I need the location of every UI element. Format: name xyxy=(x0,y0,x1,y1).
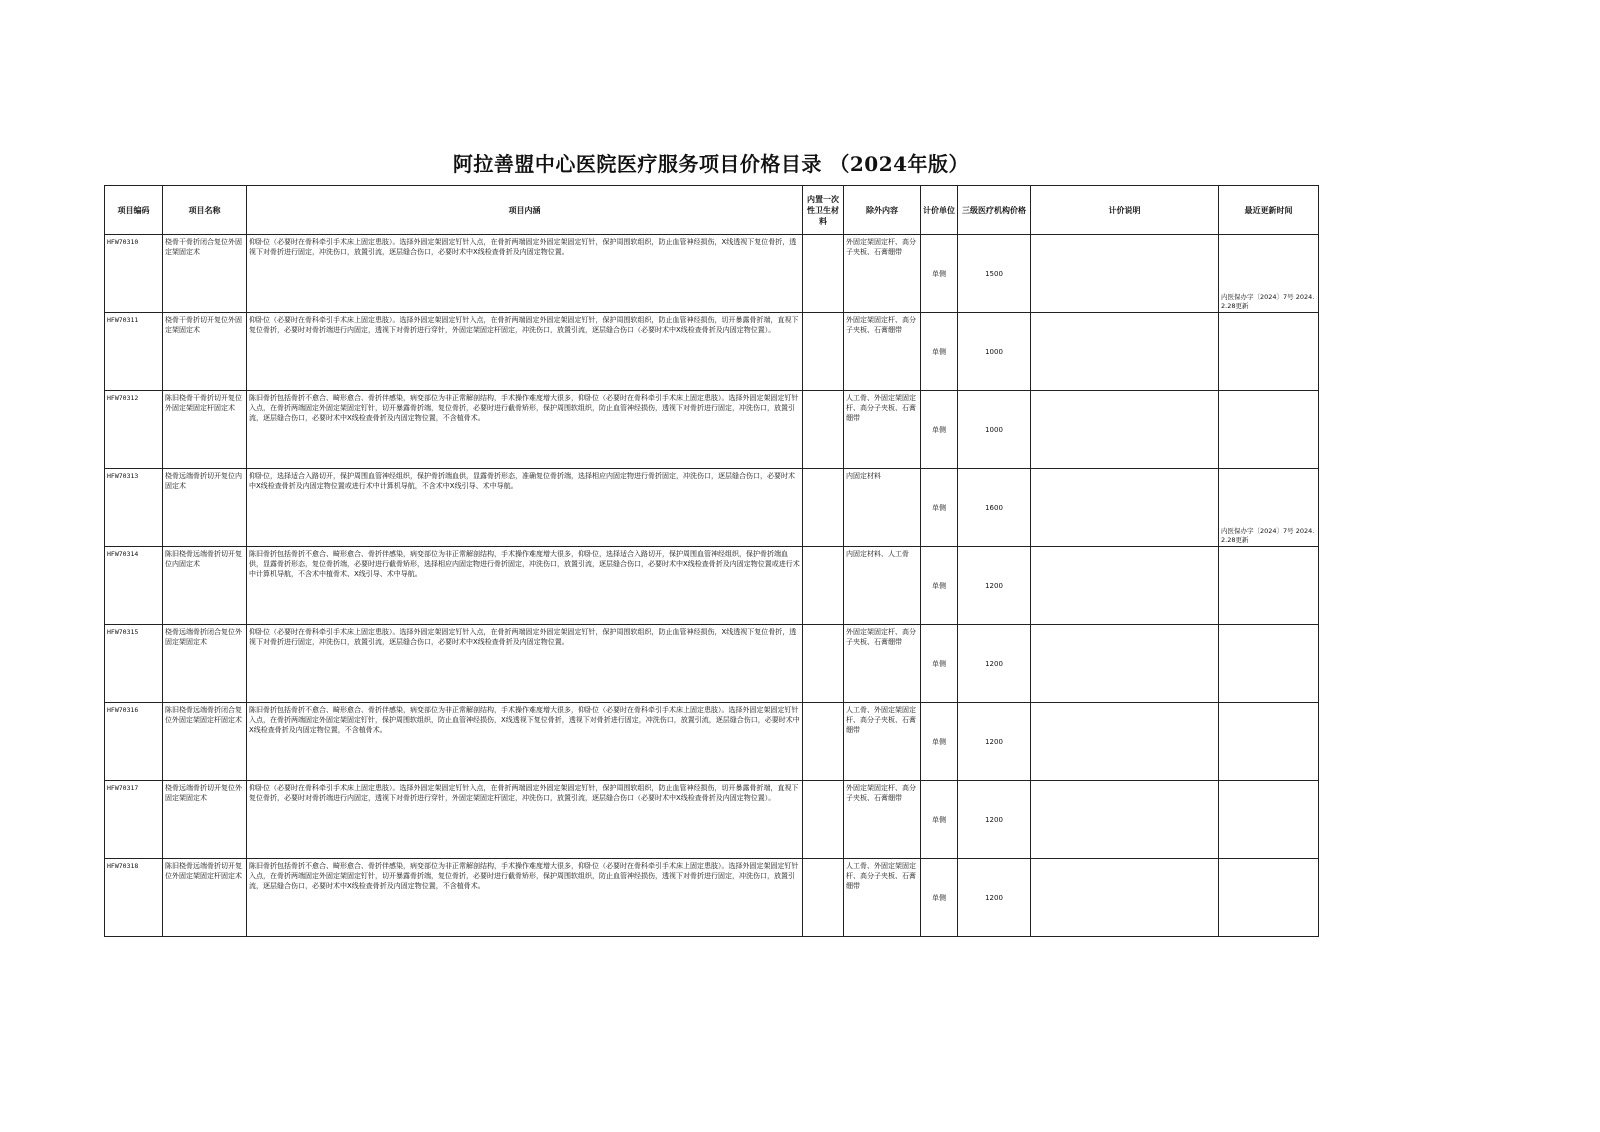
cell-unit: 单侧 xyxy=(921,391,958,469)
cell-notes xyxy=(1031,313,1219,391)
cell-unit: 单侧 xyxy=(921,547,958,625)
cell-code: HFW70315 xyxy=(105,625,163,703)
header-excluded: 除外内容 xyxy=(844,186,921,235)
cell-unit: 单侧 xyxy=(921,781,958,859)
cell-updated xyxy=(1219,859,1319,937)
header-unit: 计价单位 xyxy=(921,186,958,235)
cell-price: 1200 xyxy=(958,781,1031,859)
cell-price: 1600 xyxy=(958,469,1031,547)
table-row xyxy=(105,781,1319,859)
cell-consumables xyxy=(803,313,844,391)
cell-notes xyxy=(1031,547,1219,625)
cell-excluded: 人工骨、外固定架固定杆、高分子夹板、石膏绷带 xyxy=(844,859,921,937)
cell-unit: 单侧 xyxy=(921,859,958,937)
cell-excluded: 人工骨、外固定架固定杆、高分子夹板、石膏绷带 xyxy=(844,703,921,781)
table-body xyxy=(105,235,1319,937)
page-title: 阿拉善盟中心医院医疗服务项目价格目录 （2024年版） xyxy=(452,152,970,176)
cell-notes xyxy=(1031,235,1219,313)
cell-excluded: 内固定材料 xyxy=(844,469,921,547)
cell-name: 桡骨干骨折切开复位外固定架固定术 xyxy=(163,313,247,391)
cell-price: 1000 xyxy=(958,313,1031,391)
header-consumables: 内置一次性卫生材料 xyxy=(803,186,844,235)
table-row xyxy=(105,313,1319,391)
cell-notes xyxy=(1031,781,1219,859)
cell-updated xyxy=(1219,547,1319,625)
cell-price: 1500 xyxy=(958,235,1031,313)
cell-price: 1000 xyxy=(958,391,1031,469)
table-row xyxy=(105,547,1319,625)
cell-consumables xyxy=(803,547,844,625)
cell-consumables xyxy=(803,469,844,547)
cell-unit: 单侧 xyxy=(921,235,958,313)
cell-consumables xyxy=(803,391,844,469)
cell-code: HFW70314 xyxy=(105,547,163,625)
cell-price: 1200 xyxy=(958,703,1031,781)
cell-notes xyxy=(1031,625,1219,703)
cell-excluded: 人工骨、外固定架固定杆、高分子夹板、石膏绷带 xyxy=(844,391,921,469)
cell-price: 1200 xyxy=(958,859,1031,937)
cell-content: 仰卧位（必要时在骨科牵引手术床上固定患肢）。选择外固定架固定钉针入点，在骨折两端固定外固定架固定钉针，保护周围软组织，防止血管神经损伤，切开暴露骨折端，直视下复位骨折，必要时对骨折端进行内固定，透视下对骨折进行穿针，外固定架固定杆固定，冲洗伤口，放置引流，逐层缝合伤口（必要时术中X线检查骨折及内固定物位置）。 xyxy=(247,313,803,391)
table-header-row xyxy=(105,186,1319,235)
cell-code: HFW70316 xyxy=(105,703,163,781)
header-updated: 最近更新时间 xyxy=(1219,186,1319,235)
cell-content: 仰卧位（必要时在骨科牵引手术床上固定患肢）。选择外固定架固定钉针入点，在骨折两端固定外固定架固定钉针，保护周围软组织，防止血管神经损伤，切开暴露骨折端，直视下复位骨折，必要时对骨折端进行内固定，透视下对骨折进行穿针，外固定架固定杆固定，冲洗伤口，放置引流，逐层缝合伤口（必要时术中X线检查骨折及内固定物位置）。 xyxy=(247,781,803,859)
cell-unit: 单侧 xyxy=(921,625,958,703)
table-row xyxy=(105,391,1319,469)
cell-consumables xyxy=(803,703,844,781)
cell-excluded: 内固定材料、人工骨 xyxy=(844,547,921,625)
cell-updated: 内医保办字〔2024〕7号 2024.2.28更新 xyxy=(1219,235,1319,313)
cell-name: 桡骨远端骨折切开复位内固定术 xyxy=(163,469,247,547)
cell-name: 桡骨远端骨折闭合复位外固定架固定术 xyxy=(163,625,247,703)
cell-name: 陈旧桡骨干骨折切开复位外固定架固定杆固定术 xyxy=(163,391,247,469)
cell-updated xyxy=(1219,391,1319,469)
table-row xyxy=(105,625,1319,703)
cell-updated xyxy=(1219,313,1319,391)
cell-price: 1200 xyxy=(958,547,1031,625)
table-row xyxy=(105,703,1319,781)
cell-content: 仰卧位（必要时在骨科牵引手术床上固定患肢）。选择外固定架固定钉针入点，在骨折两端固定外固定架固定钉针，保护周围软组织，防止血管神经损伤，X线透视下复位骨折，透视下对骨折进行固定，冲洗伤口，放置引流，逐层缝合伤口，必要时术中X线检查骨折及内固定物位置。 xyxy=(247,625,803,703)
cell-content: 陈旧骨折包括骨折不愈合、畸形愈合、骨折伴感染，病变部位为非正常解剖结构，手术操作难度增大很多，仰卧位（必要时在骨科牵引手术床上固定患肢）。选择外固定架固定钉针入点，在骨折两端固定外固定架固定钉针，切开暴露骨折端，复位骨折，必要时进行截骨矫形，保护周围软组织，防止血管神经损伤，透视下对骨折进行固定，冲洗伤口，放置引流，逐层缝合伤口，必要时术中X线检查骨折及内固定物位置，不含植骨术。 xyxy=(247,859,803,937)
cell-name: 陈旧桡骨远端骨折闭合复位外固定架固定杆固定术 xyxy=(163,703,247,781)
header-notes: 计价说明 xyxy=(1031,186,1219,235)
cell-notes xyxy=(1031,391,1219,469)
cell-name: 陈旧桡骨远端骨折切开复位外固定架固定杆固定术 xyxy=(163,859,247,937)
cell-consumables xyxy=(803,235,844,313)
cell-updated xyxy=(1219,703,1319,781)
cell-notes xyxy=(1031,859,1219,937)
cell-content: 陈旧骨折包括骨折不愈合、畸形愈合、骨折伴感染，病变部位为非正常解剖结构，手术操作难度增大很多，仰卧位（必要时在骨科牵引手术床上固定患肢）。选择外固定架固定钉针入点，在骨折两端固定外固定架固定钉针，切开暴露骨折端，复位骨折，必要时进行截骨矫形，保护周围软组织，防止血管神经损伤，透视下对骨折进行固定，冲洗伤口，放置引流，逐层缝合伤口，必要时术中X线检查骨折及内固定物位置，不含植骨术。 xyxy=(247,391,803,469)
cell-consumables xyxy=(803,859,844,937)
cell-code: HFW70317 xyxy=(105,781,163,859)
cell-notes xyxy=(1031,703,1219,781)
cell-unit: 单侧 xyxy=(921,313,958,391)
cell-name: 桡骨远端骨折切开复位外固定架固定术 xyxy=(163,781,247,859)
cell-content: 陈旧骨折包括骨折不愈合、畸形愈合、骨折伴感染，病变部位为非正常解剖结构，手术操作难度增大很多，仰卧位，选择适合入路切开，保护周围血管神经组织，保护骨折端血供，显露骨折形态，复位骨折端，必要时进行截骨矫形，选择相应内固定物进行骨折固定，冲洗伤口，放置引流，逐层缝合伤口，必要时术中X线检查骨折及内固定物位置或进行术中计算机导航，不含术中植骨术、X线引导、术中导航。 xyxy=(247,547,803,625)
cell-excluded: 外固定架固定杆、高分子夹板、石膏绷带 xyxy=(844,235,921,313)
price-table xyxy=(104,185,1319,937)
header-price: 三级医疗机构价格 xyxy=(958,186,1031,235)
cell-content: 仰卧位（必要时在骨科牵引手术床上固定患肢）。选择外固定架固定钉针入点，在骨折两端固定外固定架固定钉针，保护周围软组织，防止血管神经损伤，X线透视下复位骨折，透视下对骨折进行固定，冲洗伤口，放置引流，逐层缝合伤口，必要时术中X线检查骨折及内固定物位置。 xyxy=(247,235,803,313)
cell-code: HFW70313 xyxy=(105,469,163,547)
cell-consumables xyxy=(803,781,844,859)
cell-notes xyxy=(1031,469,1219,547)
cell-excluded: 外固定架固定杆、高分子夹板、石膏绷带 xyxy=(844,313,921,391)
cell-unit: 单侧 xyxy=(921,469,958,547)
cell-code: HFW70311 xyxy=(105,313,163,391)
table-row xyxy=(105,859,1319,937)
cell-code: HFW70310 xyxy=(105,235,163,313)
cell-updated xyxy=(1219,625,1319,703)
cell-consumables xyxy=(803,625,844,703)
table-row xyxy=(105,469,1319,547)
cell-price: 1200 xyxy=(958,625,1031,703)
cell-name: 桡骨干骨折闭合复位外固定架固定术 xyxy=(163,235,247,313)
cell-name: 陈旧桡骨远端骨折切开复位内固定术 xyxy=(163,547,247,625)
table-row xyxy=(105,235,1319,313)
cell-excluded: 外固定架固定杆、高分子夹板、石膏绷带 xyxy=(844,625,921,703)
cell-unit: 单侧 xyxy=(921,703,958,781)
cell-code: HFW70312 xyxy=(105,391,163,469)
header-code: 项目编码 xyxy=(105,186,163,235)
header-content: 项目内涵 xyxy=(247,186,803,235)
header-name: 项目名称 xyxy=(163,186,247,235)
cell-code: HFW70318 xyxy=(105,859,163,937)
cell-updated xyxy=(1219,781,1319,859)
cell-content: 陈旧骨折包括骨折不愈合、畸形愈合、骨折伴感染，病变部位为非正常解剖结构，手术操作难度增大很多，仰卧位（必要时在骨科牵引手术床上固定患肢）。选择外固定架固定钉针入点，在骨折两端固定外固定架固定钉针，保护周围软组织，防止血管神经损伤，X线透视下复位骨折，透视下对骨折进行固定，冲洗伤口，放置引流，逐层缝合伤口，必要时术中X线检查骨折及内固定物位置，不含植骨术。 xyxy=(247,703,803,781)
cell-excluded: 外固定架固定杆、高分子夹板、石膏绷带 xyxy=(844,781,921,859)
cell-updated: 内医保办字〔2024〕7号 2024.2.28更新 xyxy=(1219,469,1319,547)
cell-content: 仰卧位，选择适合入路切开，保护周围血管神经组织，保护骨折端血供，显露骨折形态，准确复位骨折端，选择相应内固定物进行骨折固定，冲洗伤口，逐层缝合伤口，必要时术中X线检查骨折及内固定物位置或进行术中计算机导航，不含术中X线引导、术中导航。 xyxy=(247,469,803,547)
